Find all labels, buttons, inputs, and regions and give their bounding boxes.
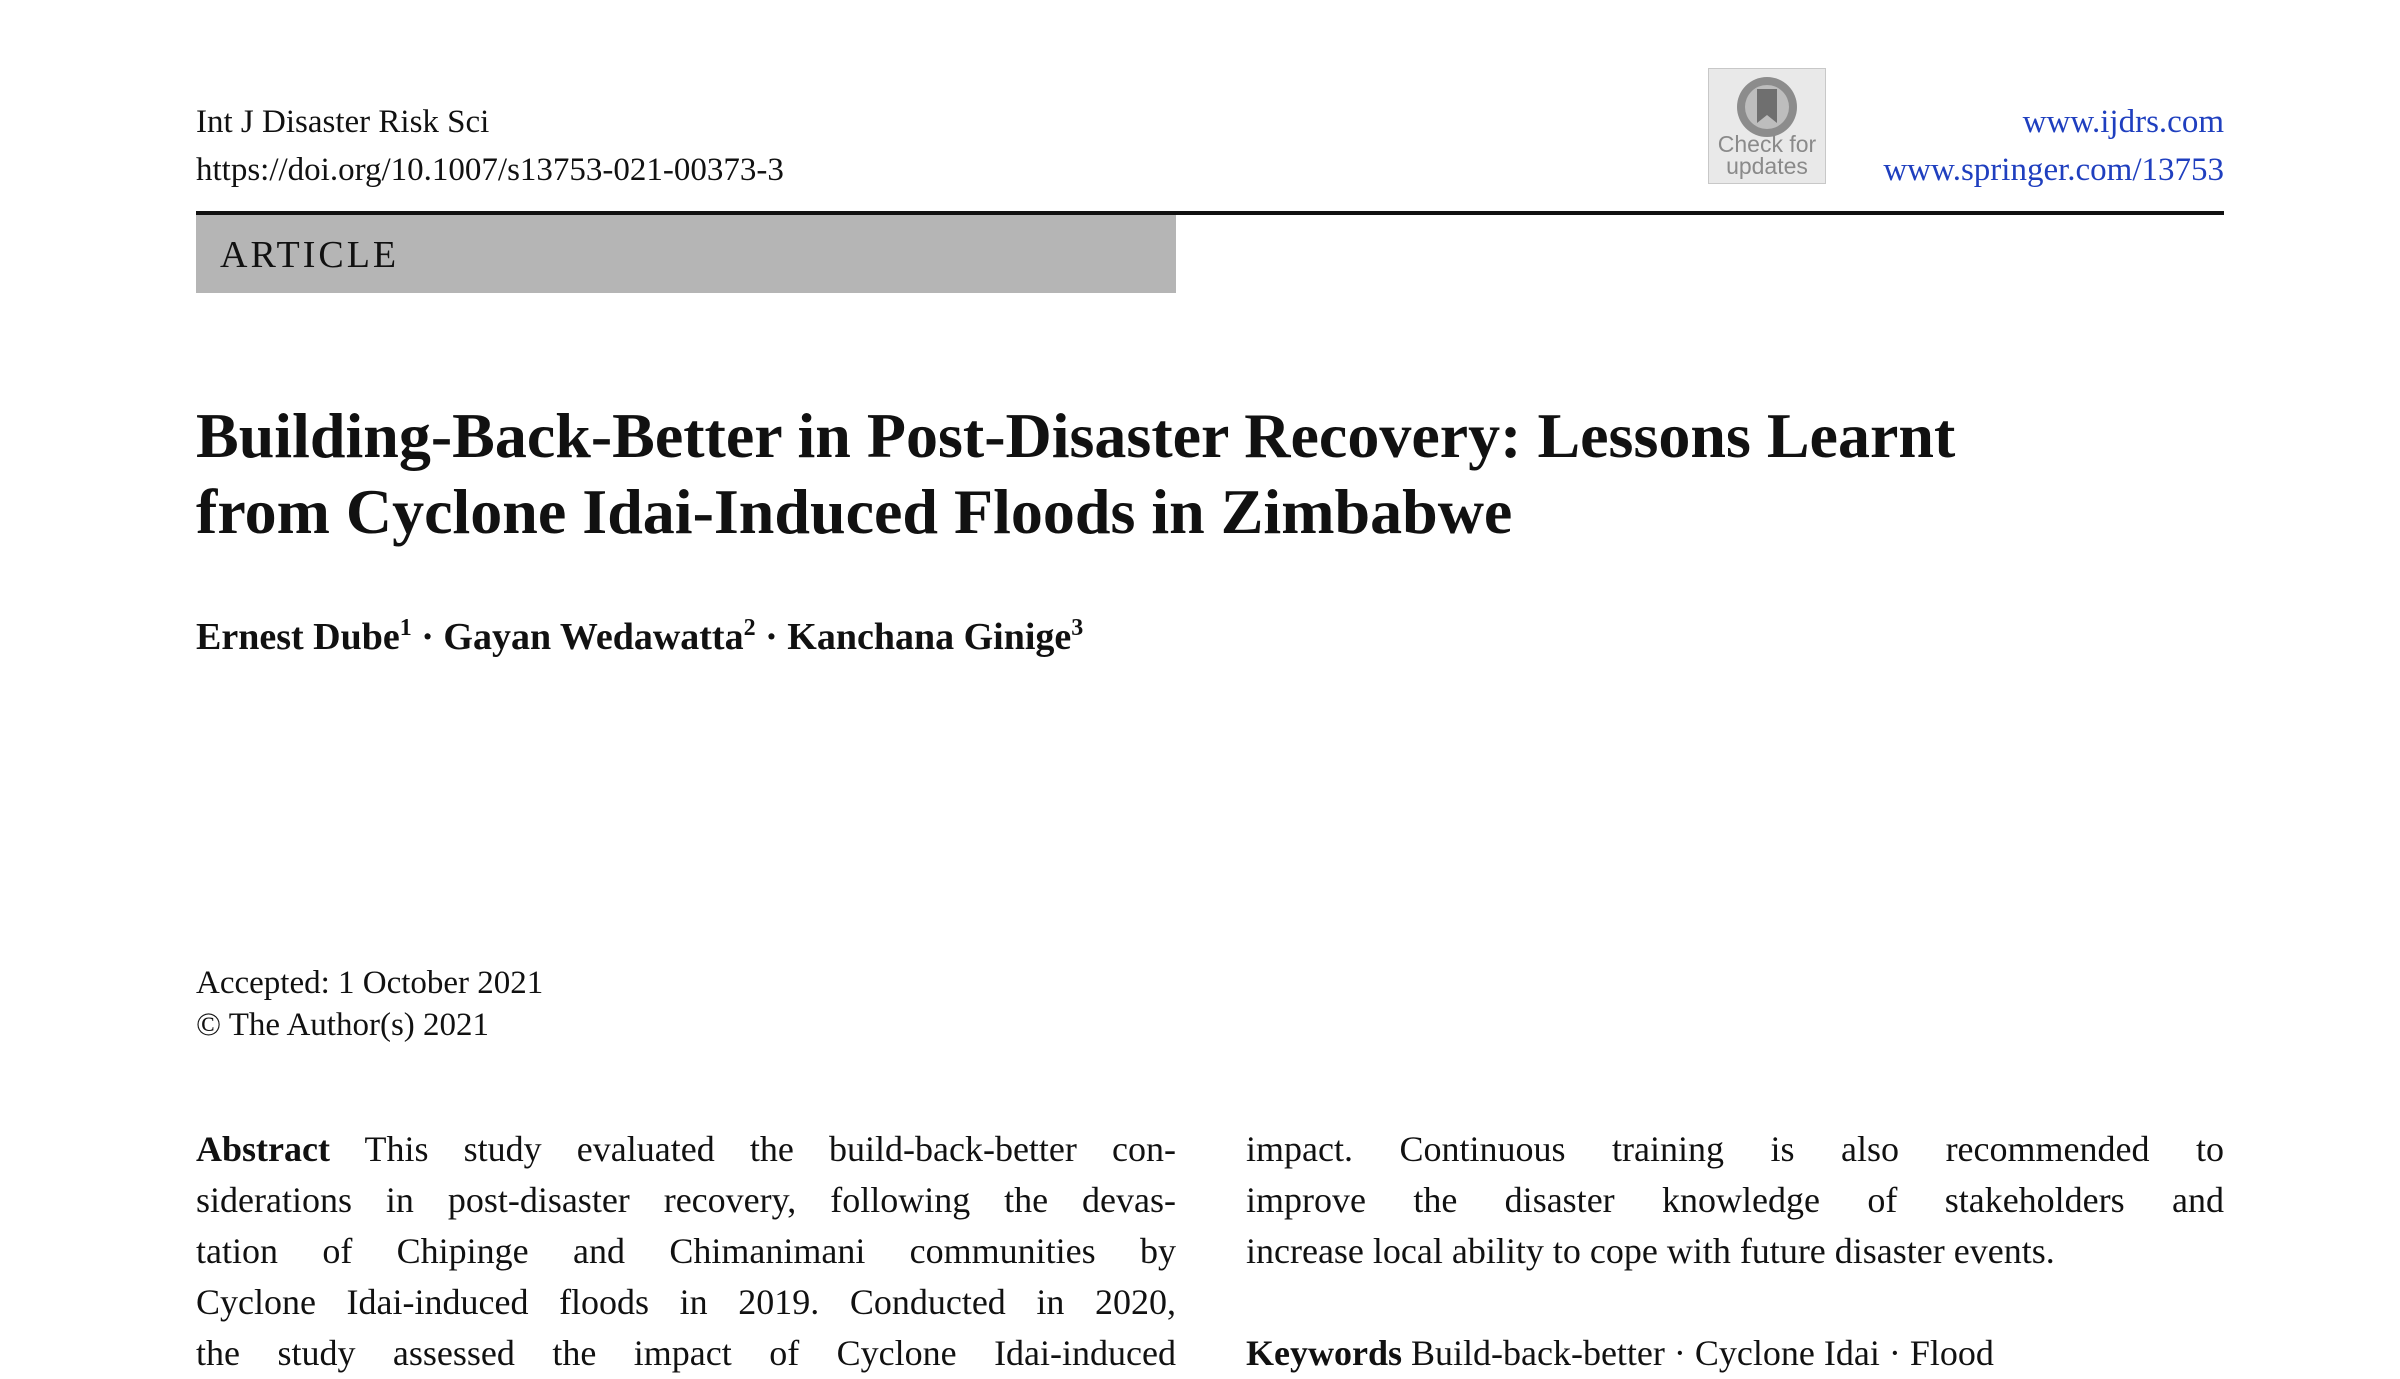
journal-links — [1883, 98, 2224, 194]
abstract-line: impact. Continuous training is also recommended to — [1246, 1129, 2224, 1169]
author-list — [196, 612, 1083, 662]
abstract-line: improve the disaster knowledge of stakeholders and — [1246, 1180, 2224, 1220]
author-name[interactable]: Ernest Dube — [196, 616, 400, 658]
abstract-heading: Abstract — [196, 1129, 330, 1169]
copyright-notice: © The Author(s) 2021 — [196, 1007, 490, 1043]
abstract-line — [196, 1124, 1176, 1175]
article-type-band — [196, 215, 1176, 293]
check-updates-line-1: Check for — [1717, 131, 1817, 157]
abstract-line-text: This study evaluated the build-back-better con- — [364, 1129, 1177, 1169]
author-name[interactable]: Gayan Wedawatta — [443, 616, 744, 658]
keywords-heading: Keywords — [1246, 1333, 1402, 1373]
abstract-continuation-column — [1246, 1124, 2224, 1277]
author-separator: · — [411, 616, 444, 658]
abstract-line: siderations in post-disaster recovery, following the devas- — [196, 1180, 1176, 1220]
title-line-1: Building-Back-Better in Post-Disaster Recovery: Lessons Learnt — [196, 400, 1956, 471]
accepted-date: Accepted: 1 October 2021 — [196, 965, 544, 1001]
article-type-label: ARTICLE — [220, 234, 400, 276]
check-for-updates-label — [1709, 133, 1825, 177]
ijdrs-link[interactable]: www.ijdrs.com — [2022, 104, 2224, 140]
abstract-line: tation of Chipinge and Chimanimani communities by — [196, 1231, 1176, 1271]
keywords-text: Build-back-better · Cyclone Idai · Flood — [1411, 1333, 1994, 1373]
author-affiliation: 3 — [1071, 615, 1084, 641]
author-affiliation: 1 — [399, 615, 412, 641]
journal-name: Int J Disaster Risk Sci — [196, 104, 490, 140]
springer-link[interactable]: www.springer.com/13753 — [1883, 152, 2224, 188]
paper-title — [196, 398, 2256, 550]
bookmark-ribbon-icon — [1735, 75, 1799, 139]
doi-text: https://doi.org/10.1007/s13753-021-00373-3 — [196, 152, 784, 188]
title-line-2: from Cyclone Idai-Induced Floods in Zimbabwe — [196, 476, 1513, 547]
abstract-column — [196, 1124, 1176, 1379]
journal-meta — [196, 98, 784, 194]
check-for-updates-badge[interactable] — [1708, 68, 1826, 184]
publication-dates — [196, 962, 543, 1046]
author-affiliation: 2 — [743, 615, 756, 641]
keywords — [1246, 1328, 2224, 1379]
check-updates-line-2: updates — [1726, 153, 1808, 179]
abstract-line: increase local ability to cope with future disaster events. — [1246, 1231, 2055, 1271]
abstract-line: the study assessed the impact of Cyclone Idai-induced — [196, 1333, 1176, 1373]
abstract-line: Cyclone Idai-induced floods in 2019. Conducted in 2020, — [196, 1282, 1176, 1322]
author-name[interactable]: Kanchana Ginige — [787, 616, 1072, 658]
author-separator: · — [755, 616, 788, 658]
